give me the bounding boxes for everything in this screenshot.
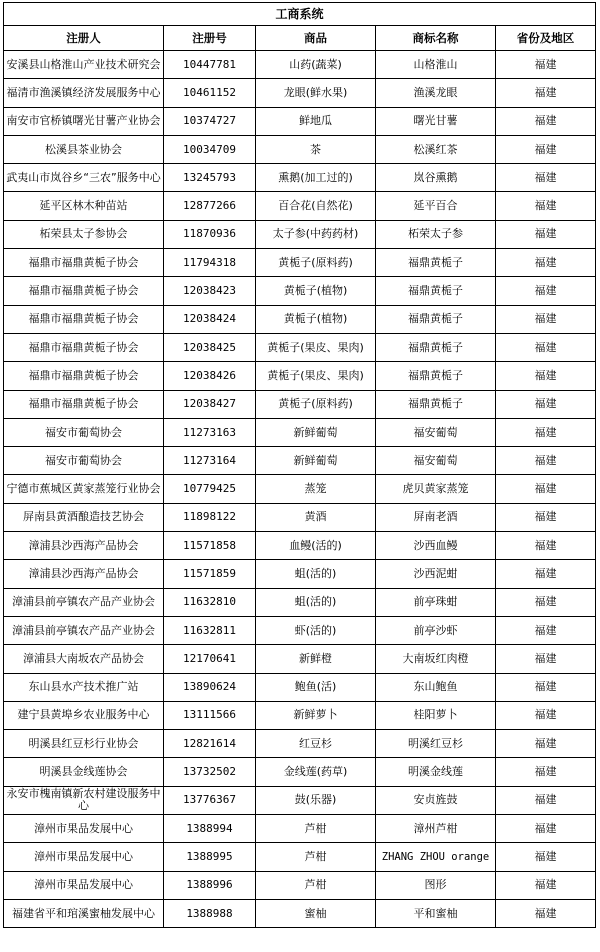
goods-cell: 黄栀子(原料药) [256,390,376,418]
goods-cell: 黄栀子(果皮、果肉) [256,362,376,390]
region-cell: 福建 [496,871,596,899]
region-cell: 福建 [496,815,596,843]
table-row [4,701,596,729]
goods-cell: 蛆(活的) [256,560,376,588]
registrant-cell: 漳浦县沙西海产品协会 [4,532,164,560]
goods-cell: 鲍鱼(活) [256,673,376,701]
registration-number-cell: 12038427 [164,390,256,418]
region-cell: 福建 [496,532,596,560]
registration-number-cell: 10034709 [164,135,256,163]
region-cell: 福建 [496,758,596,786]
goods-cell: 芦柑 [256,871,376,899]
region-cell: 福建 [496,645,596,673]
trademark-name-cell: 屏南老酒 [376,503,496,531]
registrant-cell: 永安市槐南镇新农村建设服务中心 [4,786,164,814]
registration-number-cell: 11794318 [164,249,256,277]
registrant-cell: 松溪县茶业协会 [4,135,164,163]
table-body [4,51,596,928]
region-cell: 福建 [496,51,596,79]
goods-cell: 芦柑 [256,815,376,843]
trademark-name-cell: 明溪金线莲 [376,758,496,786]
registrant-cell: 福鼎市福鼎黄栀子协会 [4,305,164,333]
goods-cell: 黄栀子(植物) [256,277,376,305]
header-registrant: 注册人 [4,26,164,51]
region-cell: 福建 [496,333,596,361]
table-row [4,305,596,333]
registrant-cell: 安溪县山格淮山产业技术研究会 [4,51,164,79]
trademark-name-cell: 安贞旌鼓 [376,786,496,814]
goods-cell: 新鲜葡萄 [256,447,376,475]
goods-cell: 金线莲(药草) [256,758,376,786]
trademark-name-cell: 福鼎黄栀子 [376,362,496,390]
registration-number-cell: 11632811 [164,616,256,644]
table-row [4,333,596,361]
region-cell: 福建 [496,701,596,729]
trademark-name-cell: 明溪红豆杉 [376,730,496,758]
registrant-cell: 福建省平和琯溪蜜柚发展中心 [4,899,164,927]
registrant-cell: 漳浦县大南坂农产品协会 [4,645,164,673]
registration-number-cell: 13776367 [164,786,256,814]
goods-cell: 龙眼(鲜水果) [256,79,376,107]
registration-number-cell: 10374727 [164,107,256,135]
table-title: 工商系统 [4,3,596,26]
goods-cell: 红豆杉 [256,730,376,758]
region-cell: 福建 [496,362,596,390]
registration-number-cell: 12877266 [164,192,256,220]
registrant-cell: 漳州市果品发展中心 [4,843,164,871]
region-cell: 福建 [496,560,596,588]
trademark-name-cell: ZHANG ZHOU orange [376,843,496,871]
header-row [4,26,596,51]
goods-cell: 蒸笼 [256,475,376,503]
title-row [4,3,596,26]
registrant-cell: 建宁县黄埠乡农业服务中心 [4,701,164,729]
registration-number-cell: 13890624 [164,673,256,701]
trademark-table [3,2,596,928]
registration-number-cell: 10779425 [164,475,256,503]
registration-number-cell: 12821614 [164,730,256,758]
registration-number-cell: 11632810 [164,588,256,616]
goods-cell: 黄栀子(原料药) [256,249,376,277]
registrant-cell: 屏南县黄酒酿造技艺协会 [4,503,164,531]
registrant-cell: 南安市官桥镇曙光甘薯产业协会 [4,107,164,135]
registration-number-cell: 1388994 [164,815,256,843]
registrant-cell: 武夷山市岚谷乡“三农”服务中心 [4,164,164,192]
trademark-name-cell: 福鼎黄栀子 [376,249,496,277]
region-cell: 福建 [496,786,596,814]
registration-number-cell: 1388996 [164,871,256,899]
table-row [4,560,596,588]
goods-cell: 熏鹅(加工过的) [256,164,376,192]
header-province-region: 省份及地区 [496,26,596,51]
registration-number-cell: 1388995 [164,843,256,871]
table-row [4,249,596,277]
registrant-cell: 东山县水产技术推广站 [4,673,164,701]
registrant-cell: 福鼎市福鼎黄栀子协会 [4,362,164,390]
trademark-name-cell: 大南坂红肉橙 [376,645,496,673]
registrant-cell: 漳州市果品发展中心 [4,871,164,899]
registrant-cell: 明溪县红豆杉行业协会 [4,730,164,758]
table-row [4,673,596,701]
header-trademark-name: 商标名称 [376,26,496,51]
trademark-name-cell: 福鼎黄栀子 [376,305,496,333]
trademark-name-cell: 沙西泥蚶 [376,560,496,588]
region-cell: 福建 [496,390,596,418]
goods-cell: 太子参(中药药材) [256,220,376,248]
region-cell: 福建 [496,135,596,163]
table-row [4,758,596,786]
region-cell: 福建 [496,164,596,192]
goods-cell: 蜜柚 [256,899,376,927]
table-row [4,135,596,163]
registration-number-cell: 13245793 [164,164,256,192]
region-cell: 福建 [496,447,596,475]
trademark-name-cell: 虎贝黄家蒸笼 [376,475,496,503]
table-row [4,532,596,560]
trademark-name-cell: 前亭珠蚶 [376,588,496,616]
registration-number-cell: 11898122 [164,503,256,531]
table-row [4,447,596,475]
goods-cell: 茶 [256,135,376,163]
registrant-cell: 福鼎市福鼎黄栀子协会 [4,333,164,361]
goods-cell: 黄栀子(植物) [256,305,376,333]
registrant-cell: 漳浦县沙西海产品协会 [4,560,164,588]
registrant-cell: 福安市葡萄协会 [4,418,164,446]
table-row [4,616,596,644]
goods-cell: 血鳗(活的) [256,532,376,560]
goods-cell: 黄酒 [256,503,376,531]
trademark-name-cell: 福鼎黄栀子 [376,333,496,361]
goods-cell: 鼓(乐器) [256,786,376,814]
trademark-name-cell: 岚谷熏鹅 [376,164,496,192]
table-row [4,164,596,192]
table-row [4,843,596,871]
trademark-name-cell: 前亭沙虾 [376,616,496,644]
trademark-name-cell: 渔溪龙眼 [376,79,496,107]
table-row [4,475,596,503]
registration-number-cell: 12038425 [164,333,256,361]
trademark-name-cell: 福安葡萄 [376,447,496,475]
region-cell: 福建 [496,588,596,616]
table-row [4,815,596,843]
registrant-cell: 福鼎市福鼎黄栀子协会 [4,390,164,418]
region-cell: 福建 [496,730,596,758]
table-row [4,899,596,927]
trademark-name-cell: 曙光甘薯 [376,107,496,135]
table-row [4,390,596,418]
table-row [4,588,596,616]
table-row [4,362,596,390]
trademark-name-cell: 东山鲍鱼 [376,673,496,701]
trademark-name-cell: 图形 [376,871,496,899]
registration-number-cell: 13732502 [164,758,256,786]
table-row [4,277,596,305]
registrant-cell: 漳浦县前亭镇农产品产业协会 [4,588,164,616]
registrant-cell: 漳州市果品发展中心 [4,815,164,843]
registrant-cell: 福鼎市福鼎黄栀子协会 [4,277,164,305]
table-row [4,51,596,79]
registrant-cell: 宁德市蕉城区黄家蒸笼行业协会 [4,475,164,503]
trademark-name-cell: 福鼎黄栀子 [376,390,496,418]
region-cell: 福建 [496,192,596,220]
registration-number-cell: 12170641 [164,645,256,673]
registration-number-cell: 1388988 [164,899,256,927]
goods-cell: 山药(蔬菜) [256,51,376,79]
goods-cell: 百合花(自然花) [256,192,376,220]
registration-number-cell: 13111566 [164,701,256,729]
region-cell: 福建 [496,107,596,135]
table-row [4,503,596,531]
region-cell: 福建 [496,305,596,333]
table-row [4,730,596,758]
region-cell: 福建 [496,249,596,277]
registration-number-cell: 11571858 [164,532,256,560]
goods-cell: 新鲜葡萄 [256,418,376,446]
registration-number-cell: 11273164 [164,447,256,475]
table-row [4,79,596,107]
registration-number-cell: 11273163 [164,418,256,446]
trademark-name-cell: 柘荣太子参 [376,220,496,248]
registration-number-cell: 12038424 [164,305,256,333]
goods-cell: 虾(活的) [256,616,376,644]
registration-number-cell: 11870936 [164,220,256,248]
registration-number-cell: 12038426 [164,362,256,390]
region-cell: 福建 [496,899,596,927]
trademark-name-cell: 沙西血鳗 [376,532,496,560]
registrant-cell: 福安市葡萄协会 [4,447,164,475]
goods-cell: 芦柑 [256,843,376,871]
registrant-cell: 延平区林木种苗站 [4,192,164,220]
registration-number-cell: 10447781 [164,51,256,79]
table-row [4,645,596,673]
registration-number-cell: 10461152 [164,79,256,107]
registration-number-cell: 11571859 [164,560,256,588]
table-row [4,786,596,814]
trademark-name-cell: 平和蜜柚 [376,899,496,927]
registrant-cell: 福清市渔溪镇经济发展服务中心 [4,79,164,107]
trademark-name-cell: 松溪红茶 [376,135,496,163]
region-cell: 福建 [496,673,596,701]
trademark-name-cell: 福安葡萄 [376,418,496,446]
goods-cell: 新鲜橙 [256,645,376,673]
region-cell: 福建 [496,616,596,644]
trademark-name-cell: 山格淮山 [376,51,496,79]
trademark-name-cell: 福鼎黄栀子 [376,277,496,305]
region-cell: 福建 [496,220,596,248]
region-cell: 福建 [496,277,596,305]
region-cell: 福建 [496,418,596,446]
registrant-cell: 明溪县金线莲协会 [4,758,164,786]
table-row [4,192,596,220]
trademark-name-cell: 延平百合 [376,192,496,220]
registrant-cell: 漳浦县前亭镇农产品产业协会 [4,616,164,644]
region-cell: 福建 [496,475,596,503]
goods-cell: 鲜地瓜 [256,107,376,135]
goods-cell: 蛆(活的) [256,588,376,616]
region-cell: 福建 [496,843,596,871]
table-row [4,871,596,899]
region-cell: 福建 [496,79,596,107]
registrant-cell: 福鼎市福鼎黄栀子协会 [4,249,164,277]
region-cell: 福建 [496,503,596,531]
header-goods: 商品 [256,26,376,51]
registration-number-cell: 12038423 [164,277,256,305]
goods-cell: 黄栀子(果皮、果肉) [256,333,376,361]
registrant-cell: 柘荣县太子参协会 [4,220,164,248]
table-row [4,418,596,446]
header-registration-number: 注册号 [164,26,256,51]
trademark-sheet [3,2,595,928]
trademark-name-cell: 桂阳萝卜 [376,701,496,729]
table-row [4,107,596,135]
table-row [4,220,596,248]
trademark-name-cell: 漳州芦柑 [376,815,496,843]
goods-cell: 新鲜萝卜 [256,701,376,729]
